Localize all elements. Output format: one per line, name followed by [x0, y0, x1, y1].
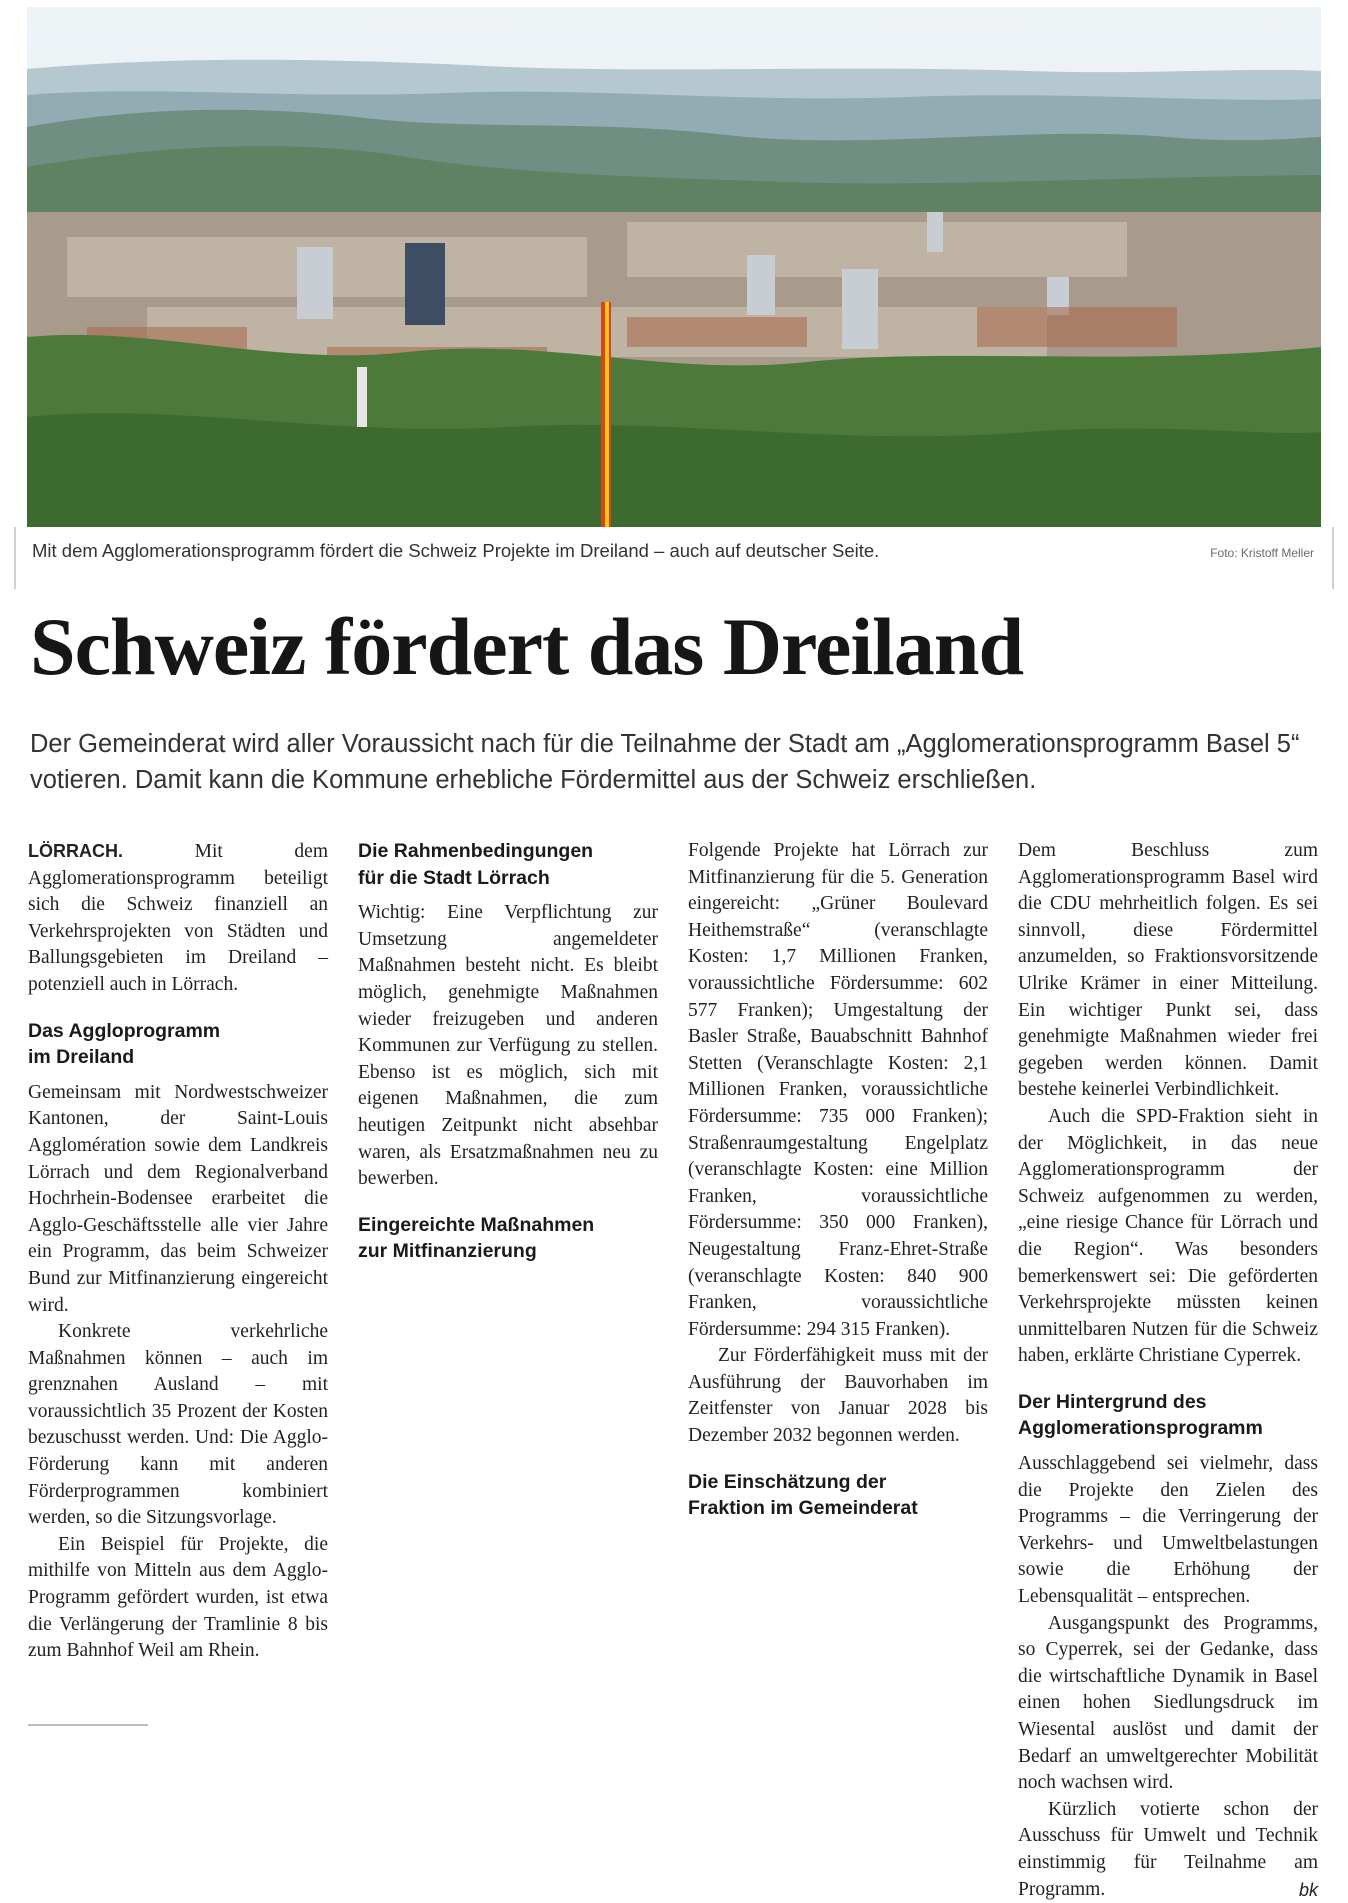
paragraph-intro [28, 838, 328, 999]
article-column-2 [358, 838, 658, 1274]
city-panorama-photo [27, 7, 1321, 527]
intro-text: Mit dem Agglomerationsprogramm beteiligt sich die Schweiz finanziell an Verkehrsprojekten von Städten und Ballungsgebieten im Dreiland – potenziell auch in Lörrach. [28, 841, 328, 995]
article-column-4 [1018, 838, 1318, 1903]
paragraph: Wichtig: Eine Verpflichtung zur Umsetzung angemeldeter Maßnahmen besteht nicht. Es bleibt möglich, genehmigte Maßnahmen wieder freizugeben und anderen Kommunen zur Verfügung zu stellen. Ebenso ist es möglich, sich mit eigenen Maßnahmen, die zum heutigen Zeitpunkt nicht absehbar waren, als Ersatzmaßnahmen neu zu bewerben. [358, 902, 658, 1190]
subhead-line: zur Mitfinanzierung [358, 1240, 537, 1263]
paragraph: Folgende Projekte hat Lörrach zur Mitfinanzierung für die 5. Generation eingereicht: „Grüner Boulevard Heithemstraße“ (veranschlagte Kosten: 1,7 Millionen Franken, voraussichtliche Fördersumme: 602 577 Franken); Umgestaltung der Basler Straße, Bauabschnitt Bahnhof Stetten (Veranschlagte Kosten: 2,1 Millionen Franken, voraussichtliche Fördersumme: 735 000 Franken); Straßenraumgestaltung Engelplatz (veranschlagte Kosten: eine Million Franken, voraussichtliche Fördersumme: 350 000 Franken), Neugestaltung Franz-Ehret-Straße (veranschlagte Kosten: 840 900 Franken, voraussichtliche Fördersumme: 294 315 Franken). [688, 840, 988, 1340]
subhead-rahmenbedingungen [358, 838, 658, 891]
paragraph: Kürzlich votierte schon der Ausschuss für Umwelt und Technik einstimmig für Teilnahme am Programm. bk [1018, 1797, 1318, 1903]
paragraph: Gemeinsam mit Nordwestschweizer Kantonen, der Saint-Louis Agglomération sowie dem Landkreis Lörrach und dem Regionalverband Hochrhein-Bodensee erarbeitet die Agglo-Geschäftsstelle alle vier Jahre ein Programm, das beim Schweizer Bund zur Mitfinanzierung eingereicht wird. [28, 1081, 328, 1316]
article-column-3 [688, 838, 988, 1531]
subhead-line: im Dreiland [28, 1046, 135, 1069]
paragraph: Ein Beispiel für Projekte, die mithilfe von Mitteln aus dem Agglo-Programm gefördert wurden, ist etwa die Verlängerung der Tramlinie 8 bis zum Bahnhof Weil am Rhein. [28, 1533, 328, 1662]
dateline: LÖRRACH. [28, 841, 123, 861]
subhead-line: für die Stadt Lörrach [358, 866, 550, 889]
subhead-line: Eingereichte Maßnahmen [358, 1213, 595, 1236]
subhead-aggloprogramm [28, 1018, 328, 1071]
subhead-line: Der Hintergrund des [1018, 1390, 1207, 1413]
author-signature: bk [1298, 1879, 1318, 1900]
deck: Der Gemeinderat wird aller Voraussicht nach für die Teilnahme der Stadt am „Agglomerationsprogramm Basel 5“ votieren. Damit kann die Kommune erhebliche Fördermittel aus der Schweiz erschließen. [30, 730, 1300, 794]
paragraph: Ausschlaggebend sei vielmehr, dass die Projekte den Zielen des Programms – die Verringerung der Verkehrs- und Umweltbelastungen sowie die Erhöhung der Lebensqualität – entsprechen. [1018, 1453, 1318, 1608]
subhead-massnahmen [358, 1212, 658, 1265]
paragraph: Ausgangspunkt des Programms, so Cyperrek, sei der Gedanke, dass die wirtschaftliche Dynamik in Basel einen hohen Siedlungsdruck im Wiesental auslöst und damit der Bedarf an umweltgerechter Mobilität noch wachsen wird. [1018, 1612, 1318, 1794]
subhead-line: Fraktion im Gemeinderat [688, 1497, 918, 1520]
paragraph: Konkrete verkehrliche Maßnahmen können – auch im grenznahen Ausland – mit voraussichtlich 35 Prozent der Kosten bezuschusst werden. Und: Die Agglo-Förderung kann mit anderen Förderprogrammen kombiniert werden, so die Sitzungsvorlage. [28, 1321, 328, 1529]
paragraph: Zur Förderfähigkeit muss mit der Ausführung der Bauvorhaben im Zeitfenster von Januar 2028 bis Dezember 2032 begonnen werden. [688, 1345, 988, 1447]
headline: Schweiz fördert das Dreiland [30, 601, 1024, 692]
subhead-line: Agglomerationsprogramm [1018, 1417, 1263, 1440]
article-column-1 [28, 838, 328, 1665]
photo-caption: Mit dem Agglomerationsprogramm fördert die Schweiz Projekte im Dreiland – auch auf deutscher Seite. [32, 540, 880, 561]
subhead-einschaetzung [688, 1469, 988, 1522]
photo-credit: Foto: Kristoff Meller [1210, 546, 1314, 560]
subhead-hintergrund [1018, 1389, 1318, 1442]
subhead-line: Das Aggloprogramm [28, 1019, 221, 1042]
paragraph: Auch die SPD-Fraktion sieht in der Möglichkeit, in das neue Agglomerationsprogramm der Schweiz aufgenommen zu werden, „eine riesige Chance für Lörrach und die Region“. Was besonders bemerkenswert sei: Die geförderten Verkehrsprojekte müssten keinen unmittelbaren Nutzen für die Schweiz haben, erklärte Christiane Cyperrek. [1018, 1105, 1318, 1367]
subhead-line: Die Rahmenbedingungen [358, 840, 594, 862]
photo-caption-bar [14, 527, 1334, 589]
bottom-rule [28, 1724, 148, 1726]
subhead-line: Die Einschätzung der [688, 1470, 887, 1493]
paragraph: Dem Beschluss zum Agglomerationsprogramm Basel wird die CDU mehrheitlich folgen. Es sei sinnvoll, diese Fördermittel anzumelden, so Fraktionsvorsitzende Ulrike Krämer in einer Mitteilung. Ein wichtiger Punkt sei, dass genehmigte Maßnahmen wieder frei gegeben werden können. Damit bestehe keinerlei Verbindlichkeit. [1018, 840, 1318, 1101]
